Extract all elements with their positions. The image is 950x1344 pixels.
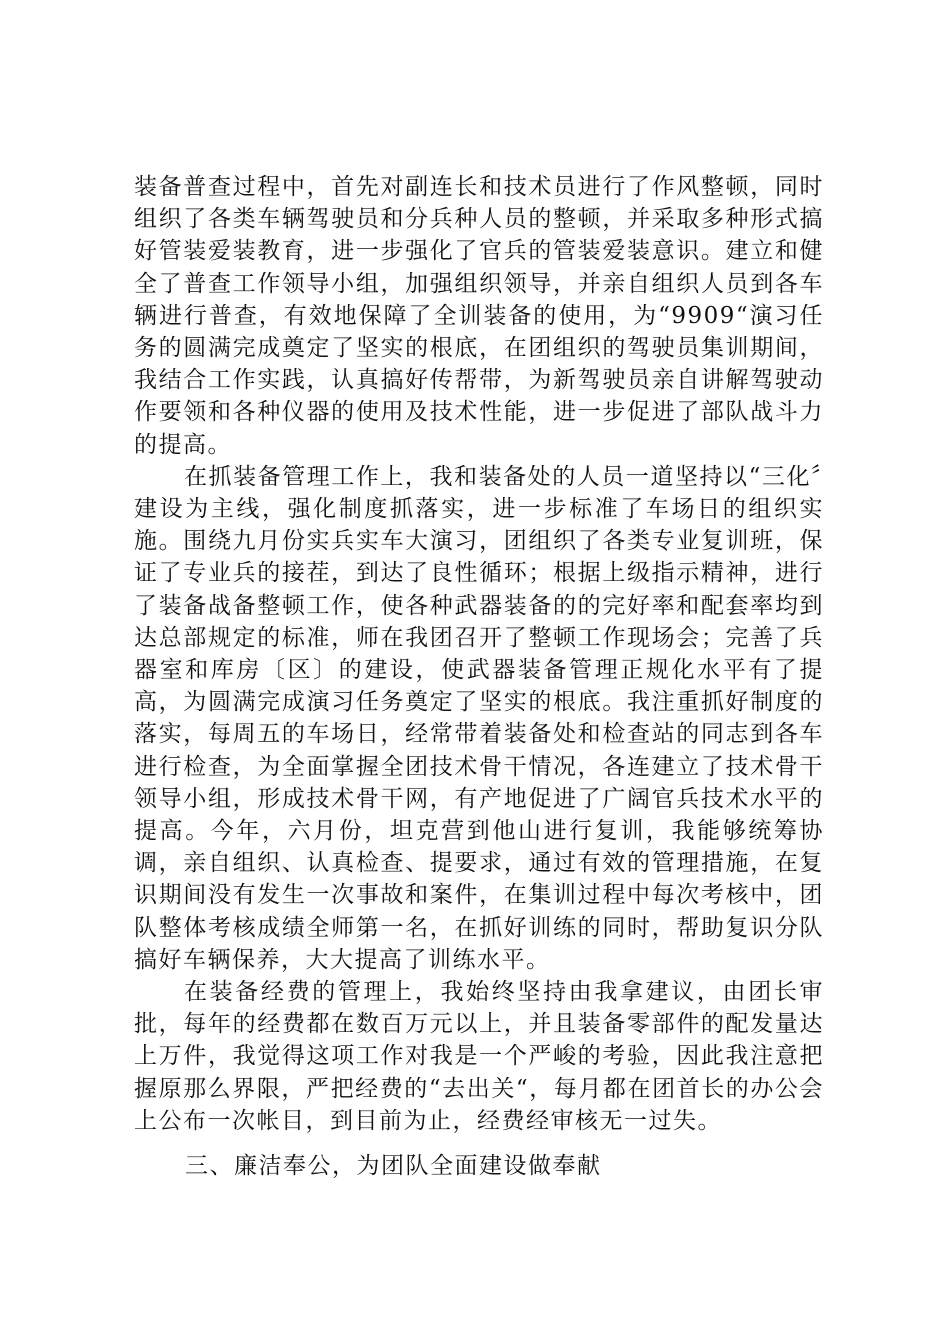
section-heading: 三、廉洁奉公，为团队全面建设做奉献 [185, 1153, 602, 1179]
paragraph-2: 在抓装备管理工作上，我和装备处的人员一道坚持以“三化〞建设为主线，强化制度抓落实，进一步标准了车场日的组织实施。围绕九月份实兵实车大演习，团组织了各类专业复训班，保证了专业兵的接茬，到达了良性循环；根据上级指示精神，进行了装备战备整顿工作，使各种武器装备的的完好率和配套率均到达总部规定的标准，师在我团召开了整顿工作现场会；完善了兵器室和库房〔区〕的建设，使武器装备管理正规化水平有了提高，为圆满完成演习任务奠定了坚实的根底。我注重抓好制度的落实，每周五的车场日，经常带着装备处和检查站的同志到各车进行检查，为全面掌握全团技术骨干情况，各连建立了技术骨干领导小组，形成技术骨干网，有产地促进了广阔官兵技术水平的提高。今年，六月份，坦克营到他山进行复训，我能够统筹协调，亲自组织、认真检查、提要求，通过有效的管理措施，在复识期间没有发生一次事故和案件，在集训过程中每次考核中，团队整体考核成绩全师第一名，在抓好训练的同时，帮助复识分队搞好车辆保养，大大提高了训练水平。 [134, 463, 824, 973]
paragraph-1: 装备普查过程中，首先对副连长和技术员进行了作风整顿，同时组织了各类车辆驾驶员和分兵种人员的整顿，并采取多种形式搞好管装爱装教育，进一步强化了官兵的管装爱装意识。建立和健全了普查工作领导小组，加强组织领导，并亲自组织人员到各车辆进行普查，有效地保障了全训装备的使用，为“9909“演习任务的圆满完成奠定了坚实的根底，在团组织的驾驶员集训期间，我结合工作实践，认真搞好传帮带，为新驾驶员亲自讲解驾驶动作要领和各种仪器的使用及技术性能，进一步促进了部队战斗力的提高。 [134, 174, 824, 458]
body-text [134, 171, 824, 1137]
paragraph-3: 在装备经费的管理上，我始终坚持由我拿建议，由团长审批，每年的经费都在数百万元以上，并且装备零部件的配发量达上万件，我觉得这项工作对我是一个严峻的考验，因此我注意把握原那么界限，严把经费的“去出关“，每月都在团首长的办公会上公布一次帐目，到目前为止，经费经审核无一过失。 [134, 979, 824, 1134]
